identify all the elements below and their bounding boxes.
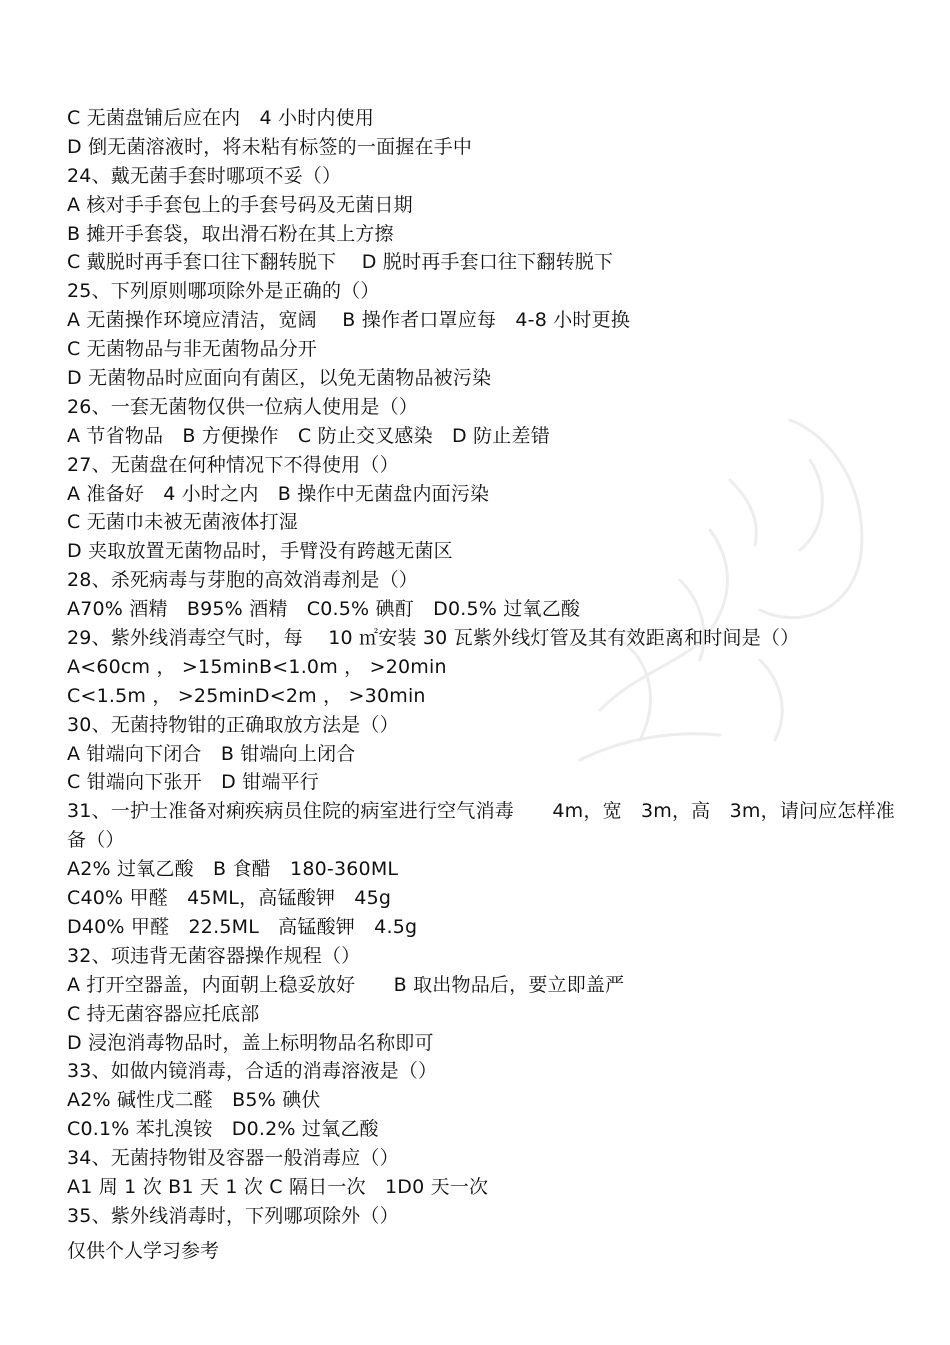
question-title: 35、紫外线消毒时，下列哪项除外（） [67,1204,399,1227]
text-line: A 核对手手套包上的手套号码及无菌日期 [67,193,413,216]
question-title: 24、戴无菌手套时哪项不妥（） [67,164,342,187]
page-footer: 仅供个人学习参考 [67,1240,220,1262]
text-line: A 无菌操作环境应清洁，宽阔 B 操作者口罩应每 4-8 小时更换 [67,309,631,332]
text-line: C 钳端向下张开 D 钳端平行 [67,771,319,794]
text-line: D 倒无菌溶液时，将未粘有标签的一面握在手中 [67,135,473,158]
question-title: 28、杀死病毒与芽胞的高效消毒剂是（） [67,569,418,592]
text-line: A2% 碱性戊二醛 B5% 碘伏 [67,1089,321,1112]
question-title: 26、一套无菌物仅供一位病人使用是（） [67,395,418,418]
text-line: B 摊开手套袋，取出滑石粉在其上方擦 [67,222,394,245]
text-line: A1 周 1 次 B1 天 1 次 C 隔日一次 1D0 天一次 [67,1175,489,1198]
text-line: C0.1% 苯扎溴铵 D0.2% 过氧乙酸 [67,1118,379,1141]
question-title: 32、项违背无菌容器操作规程（） [67,944,361,967]
text-line: A 钳端向下闭合 B 钳端向上闭合 [67,742,356,765]
question-list [67,104,897,1231]
text-line: C40% 甲醛 45ML，高锰酸钾 45g [67,887,392,910]
text-line: C 无菌物品与非无菌物品分开 [67,338,318,361]
text-line: C 持无菌容器应托底部 [67,1002,260,1025]
text-line: A<60cm ， >15minB<1.0m ， >20min [67,655,447,678]
text-line: C 无菌巾未被无菌液体打湿 [67,511,298,534]
question-title: 30、无菌持物钳的正确取放方法是（） [67,713,399,736]
question-title: 29、紫外线消毒空气时，每 10 ㎡安装 30 瓦紫外线灯管及其有效距离和时间是（） [67,627,800,650]
text-line: C 无菌盘铺后应在内 4 小时内使用 [67,107,375,129]
text-line: D 无菌物品时应面向有菌区，以免无菌物品被污染 [67,367,492,390]
question-title: 31、一护士准备对痢疾病员住院的病室进行空气消毒 4m，宽 3m，高 3m，请问应怎样准备（） [67,800,895,852]
text-line: D 夹取放置无菌物品时，手臂没有跨越无菌区 [67,540,453,563]
question-title: 33、如做内镜消毒，合适的消毒溶液是（） [67,1060,438,1083]
question-title: 25、下列原则哪项除外是正确的（） [67,280,380,303]
text-line: A 打开空器盖，内面朝上稳妥放好 B 取出物品后，要立即盖严 [67,973,625,996]
text-line: D 浸泡消毒物品时，盖上标明物品名称即可 [67,1031,434,1054]
text-line: A 节省物品 B 方便操作 C 防止交叉感染 D 防止差错 [67,424,550,447]
text-line: A2% 过氧乙酸 B 食醋 180-360ML [67,858,399,881]
question-title: 34、无菌持物钳及容器一般消毒应（） [67,1147,399,1170]
text-line: C<1.5m ， >25minD<2m ， >30min [67,684,426,707]
text-line: A70% 酒精 B95% 酒精 C0.5% 碘酊 D0.5% 过氧乙酸 [67,598,581,621]
text-line: C 戴脱时再手套口往下翻转脱下 D 脱时再手套口往下翻转脱下 [67,251,614,274]
text-line: D40% 甲醛 22.5ML 高锰酸钾 4.5g [67,915,418,938]
text-line: A 准备好 4 小时之内 B 操作中无菌盘内面污染 [67,482,490,505]
question-title: 27、无菌盘在何种情况下不得使用（） [67,453,399,476]
